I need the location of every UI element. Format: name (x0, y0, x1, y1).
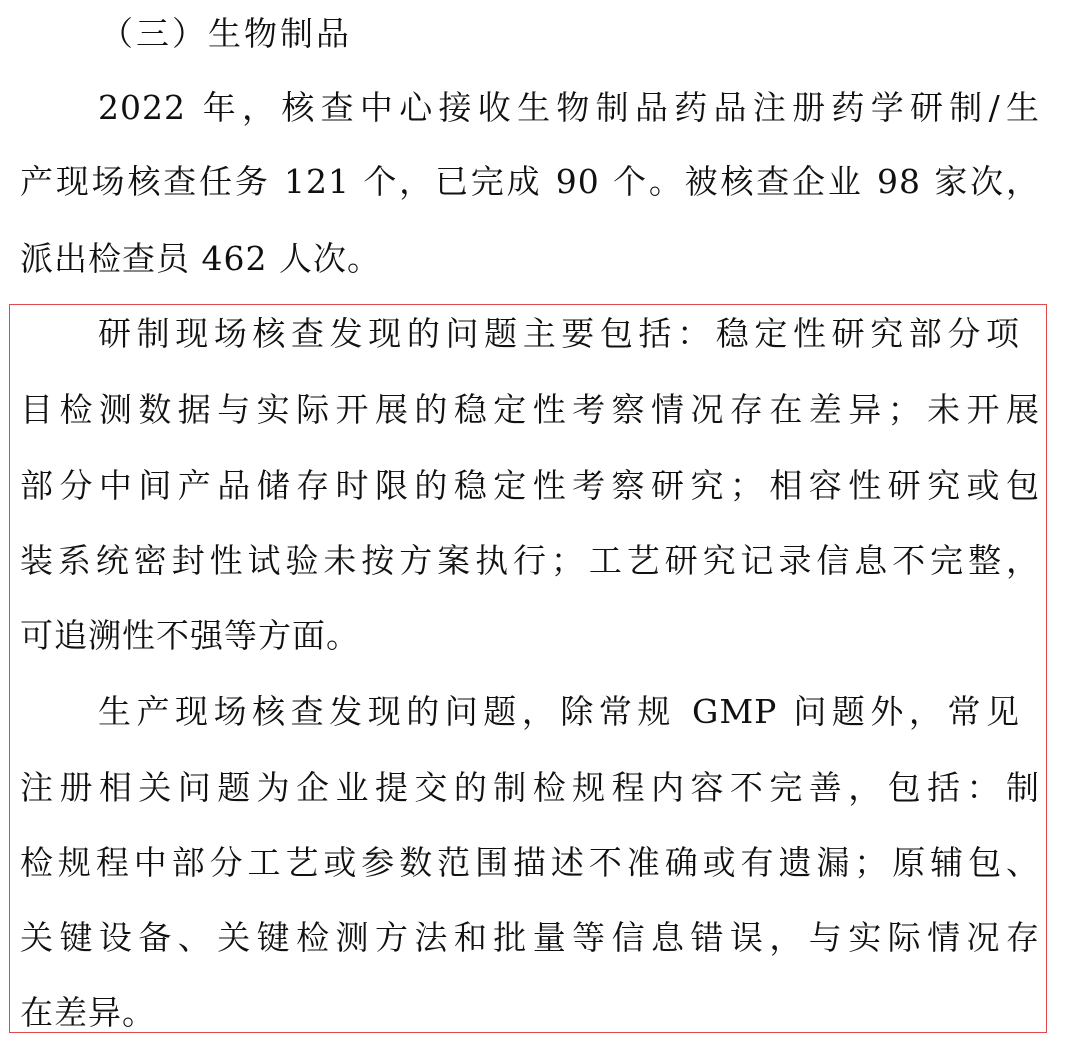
paragraph-line: 在差异。 (20, 993, 156, 1032)
paragraph-line: 2022 年，核查中心接收生物制品药品注册药学研制/生 (98, 88, 1040, 127)
paragraph-line: 生产现场核查发现的问题，除常规 GMP 问题外，常见 (98, 692, 1020, 731)
paragraph-line: 装系统密封性试验未按方案执行；工艺研究记录信息不完整， (20, 541, 1040, 580)
section-heading: （三）生物制品 (100, 14, 352, 53)
paragraph-line: 研制现场核查发现的问题主要包括：稳定性研究部分项 (98, 314, 1020, 353)
paragraph-line: 检规程中部分工艺或参数范围描述不准确或有遗漏；原辅包、 (20, 843, 1040, 882)
paragraph-line: 派出检查员 462 人次。 (20, 239, 381, 278)
paragraph-line: 注册相关问题为企业提交的制检规程内容不完善，包括：制 (20, 768, 1040, 807)
paragraph-line: 可追溯性不强等方面。 (20, 616, 360, 655)
paragraph-line: 部分中间产品储存时限的稳定性考察研究；相容性研究或包 (20, 466, 1040, 505)
paragraph-line: 产现场核查任务 121 个，已完成 90 个。被核查企业 98 家次， (20, 162, 1040, 201)
paragraph-line: 目检测数据与实际开展的稳定性考察情况存在差异；未开展 (20, 390, 1040, 429)
paragraph-line: 关键设备、关键检测方法和批量等信息错误，与实际情况存 (20, 918, 1040, 957)
